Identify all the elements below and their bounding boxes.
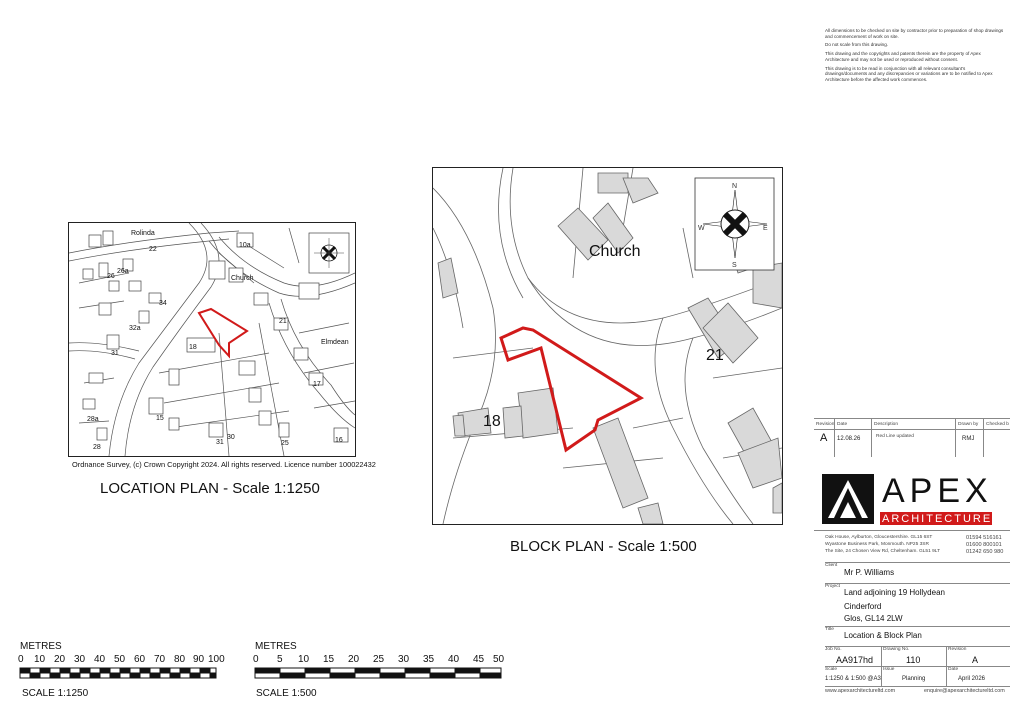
issue-value: Planning — [902, 676, 926, 682]
sbr-20: 20 — [348, 654, 360, 665]
loc-label-18: 18 — [189, 344, 197, 351]
sbr-45: 45 — [473, 654, 485, 665]
rev-row-description: Red Line updated — [876, 434, 914, 439]
sbl-80: 80 — [174, 654, 186, 665]
rev-header-drawn: Drawn by — [958, 422, 979, 427]
sbl-70: 70 — [154, 654, 166, 665]
loc-label-21: 21 — [279, 318, 287, 325]
website-link[interactable]: www.apexarchitectureltd.com — [825, 688, 896, 694]
os-copyright: Ordnance Survey, (c) Crown Copyright 2024. All rights reserved. Licence number 100022432 — [72, 460, 376, 469]
rev-row-rev: A — [820, 432, 828, 444]
sbl-100: 100 — [208, 654, 225, 665]
company-name: APEX — [882, 472, 993, 510]
sbr-0: 0 — [253, 654, 259, 665]
drawing-label: Drawing No. — [883, 647, 910, 652]
loc-label-31b: 31 — [216, 439, 224, 446]
job-label: Job No. — [825, 647, 842, 652]
sbl-0: 0 — [18, 654, 24, 665]
block-compass-icon — [695, 178, 774, 270]
loc-label-26: 26 — [107, 273, 115, 280]
block-label-21: 21 — [706, 347, 724, 364]
phone-3: 01242 650 980 — [966, 549, 1004, 555]
project-line-1: Land adjoining 19 Hollydean — [844, 588, 945, 597]
block-label-church: Church — [589, 243, 641, 260]
loc-label-16: 16 — [335, 437, 343, 444]
drawing-notes — [825, 28, 1005, 86]
rev-label: Revision — [948, 647, 967, 652]
scalebar-right-scale: SCALE 1:500 — [256, 688, 317, 699]
job-value: AA917hd — [836, 655, 874, 665]
sbl-10: 10 — [34, 654, 46, 665]
sbl-60: 60 — [134, 654, 146, 665]
date-label: Date — [948, 667, 959, 672]
loc-label-church: Church — [231, 275, 254, 282]
sbl-30: 30 — [74, 654, 86, 665]
sbl-90: 90 — [193, 654, 205, 665]
loc-label-31: 31 — [111, 350, 119, 357]
sbr-30: 30 — [398, 654, 410, 665]
revision-table — [814, 418, 1010, 457]
sbl-20: 20 — [54, 654, 66, 665]
compass-w: W — [698, 225, 705, 232]
sbr-40: 40 — [448, 654, 460, 665]
note-4: This drawing is to be read in conjunction with all relevant consultant's drawings/documents and any discrepancies or variations are to be notified to Apex Architecture before the affected work commences. — [825, 65, 993, 82]
scalebar-left-scale: SCALE 1:1250 — [22, 688, 89, 699]
loc-label-34: 34 — [159, 300, 167, 307]
rev-row-drawn: RMJ — [962, 436, 975, 442]
loc-label-32a: 32a — [129, 325, 141, 332]
loc-label-22: 22 — [149, 246, 157, 253]
location-plan-title: LOCATION PLAN - Scale 1:1250 — [100, 480, 320, 497]
apex-logo-icon — [822, 474, 874, 524]
company-sub: ARCHITECTURE — [882, 513, 993, 525]
title-block — [814, 418, 1010, 708]
block-plan-map — [432, 167, 783, 525]
loc-label-17: 17 — [313, 381, 321, 388]
note-1: All dimensions to be checked on site by contractor prior to preparation of shop drawings and commencement of work on site. — [825, 28, 1004, 39]
project-label: Project — [825, 584, 840, 589]
location-plan-map — [68, 222, 356, 457]
loc-label-10a: 10a — [239, 242, 251, 249]
drawing-value: 110 — [906, 655, 921, 665]
client-label: Client — [825, 563, 838, 568]
loc-label-28: 28 — [93, 444, 101, 451]
sbl-50: 50 — [114, 654, 126, 665]
email-link[interactable]: enquire@apexarchitectureltd.com — [924, 688, 1005, 694]
project-line-2: Cinderford — [844, 602, 882, 611]
block-plan-drawing — [433, 168, 782, 524]
compass-s: S — [732, 262, 737, 269]
loc-label-rolinda: Rolinda — [131, 230, 155, 237]
sbr-10: 10 — [298, 654, 310, 665]
scale-value: 1:1250 & 1:500 @A3 — [825, 676, 881, 682]
loc-label-30: 30 — [227, 434, 235, 441]
rev-row-date: 12.08.26 — [837, 436, 861, 442]
phone-2: 01600 800101 — [966, 542, 1002, 548]
note-2: Do not scale from this drawing. — [825, 42, 889, 48]
rev-value: A — [972, 655, 979, 665]
location-plan-drawing — [69, 223, 355, 456]
loc-label-25: 25 — [281, 440, 289, 447]
issue-label: Issue — [883, 667, 895, 672]
project-line-3: Glos, GL14 2LW — [844, 614, 903, 623]
block-plan-title: BLOCK PLAN - Scale 1:500 — [510, 538, 697, 555]
loc-label-26a: 26a — [117, 268, 129, 275]
scalebar-right — [253, 652, 511, 686]
location-compass-icon — [309, 233, 349, 273]
title-label: Title — [825, 627, 834, 632]
address-2: Wyastone Business Park, Monmouth. NP25 3SR — [825, 542, 929, 547]
sbr-5: 5 — [277, 654, 283, 665]
compass-n: N — [732, 183, 738, 190]
client-value: Mr P. Williams — [844, 568, 895, 577]
scale-label: Scale — [825, 667, 837, 672]
address-1: Oak House, Aylburton, Gloucestershire. GL15 6ST — [825, 535, 933, 540]
compass-e: E — [763, 225, 768, 232]
note-3: This drawing and the copyrights and patents therein are the property of Apex Architecture and may not be used or reproduced without consent. — [825, 51, 981, 62]
rev-header-description: Description — [874, 422, 898, 427]
sbl-40: 40 — [94, 654, 106, 665]
scalebar-left-heading: METRES — [20, 641, 62, 652]
date-value: April 2026 — [958, 676, 986, 682]
block-label-18: 18 — [483, 413, 501, 430]
loc-label-elmdean: Elmdean — [321, 339, 349, 346]
loc-label-28a: 28a — [87, 416, 99, 423]
sbr-50: 50 — [493, 654, 505, 665]
address-3: The Site, 24 Chosen View Rd, Cheltenham. GL51 9LT — [825, 549, 941, 554]
rev-header-revision: Revision — [816, 422, 835, 427]
sbr-15: 15 — [323, 654, 335, 665]
scalebar-right-heading: METRES — [255, 641, 297, 652]
rev-header-date: Date — [837, 422, 848, 427]
title-value: Location & Block Plan — [844, 631, 922, 640]
phone-1: 01594 516161 — [966, 535, 1002, 541]
sbr-25: 25 — [373, 654, 385, 665]
scalebar-left — [18, 652, 228, 686]
rev-header-checked: Checked b — [986, 422, 1009, 427]
sbr-35: 35 — [423, 654, 435, 665]
loc-label-15: 15 — [156, 415, 164, 422]
